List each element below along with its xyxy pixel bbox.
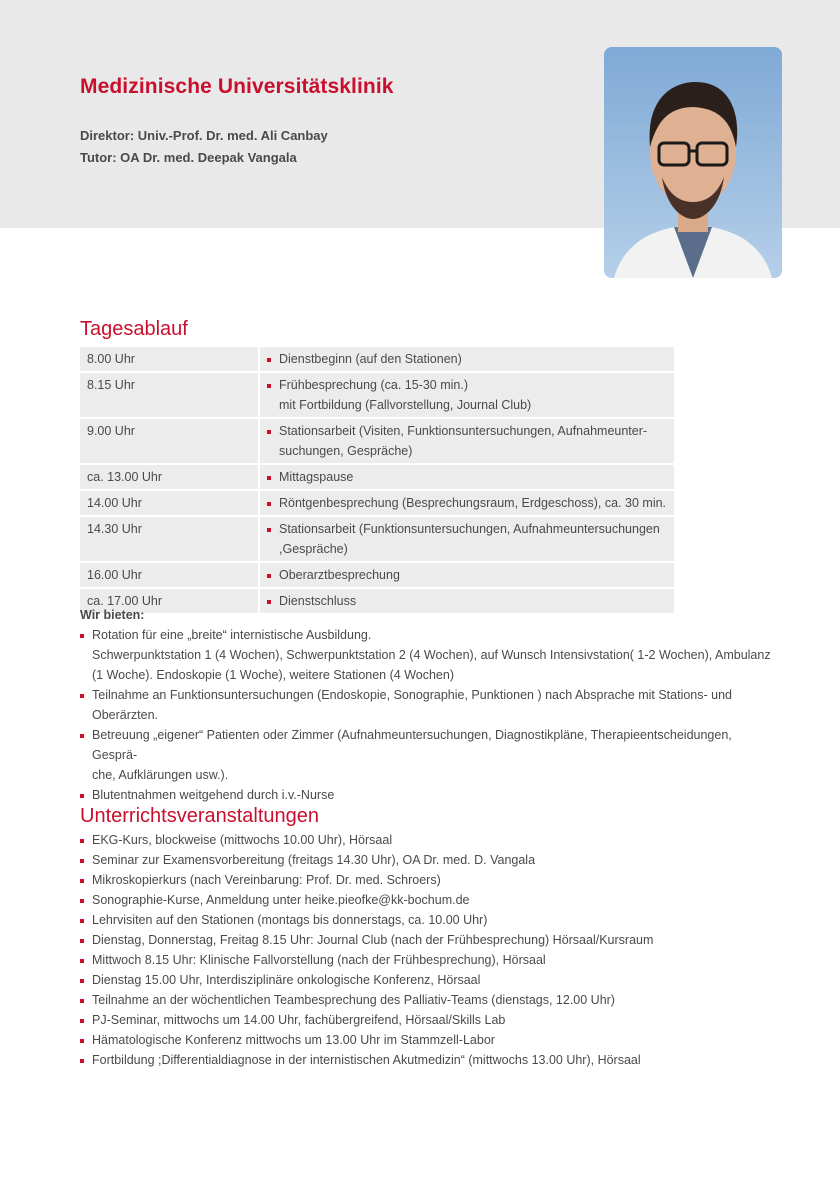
- schedule-activity: Oberarztbesprechung: [279, 568, 400, 582]
- schedule-time: 14.00 Uhr: [80, 491, 258, 515]
- bullet-square-icon: [267, 600, 271, 604]
- bullet-square-icon: [80, 899, 84, 903]
- class-item-text: Fortbildung ;Differentialdiagnose in der internistischen Akutmedizin“ (mittwochs 13.00 Uhr), Hörsaal: [92, 1053, 641, 1067]
- schedule-time: 9.00 Uhr: [80, 419, 258, 463]
- bullet-square-icon: [80, 939, 84, 943]
- schedule-activity: Frühbesprechung (ca. 15-30 min.) mit Fortbildung (Fallvorstellung, Journal Club): [279, 378, 532, 412]
- schedule-row: [80, 491, 674, 515]
- schedule-time: 14.30 Uhr: [80, 517, 258, 561]
- class-item-text: Mittwoch 8.15 Uhr: Klinische Fallvorstellung (nach der Frühbesprechung), Hörsaal: [92, 953, 546, 967]
- schedule-activity: Stationsarbeit (Funktionsuntersuchungen, Aufnahmeuntersuchungen ,Gespräche): [279, 522, 660, 556]
- class-item: [80, 1030, 780, 1050]
- bullet-square-icon: [80, 1059, 84, 1063]
- classes-list: [80, 830, 780, 1070]
- class-item: [80, 990, 780, 1010]
- class-item-text: Dienstag, Donnerstag, Freitag 8.15 Uhr: Journal Club (nach der Frühbesprechung) Hörsaal/Kursraum: [92, 933, 654, 947]
- schedule-row: [80, 373, 674, 417]
- bullet-square-icon: [80, 794, 84, 798]
- bullet-square-icon: [80, 694, 84, 698]
- class-item: [80, 1010, 780, 1030]
- bullet-square-icon: [267, 574, 271, 578]
- portrait-photo: [604, 47, 782, 278]
- schedule-activity: Dienstschluss: [279, 594, 357, 608]
- class-item-text: PJ-Seminar, mittwochs um 14.00 Uhr, fachübergreifend, Hörsaal/Skills Lab: [92, 1013, 506, 1027]
- schedule-time: 8.15 Uhr: [80, 373, 258, 417]
- bullet-square-icon: [80, 1039, 84, 1043]
- bullet-square-icon: [267, 502, 271, 506]
- bullet-square-icon: [267, 358, 271, 362]
- bullet-square-icon: [80, 1019, 84, 1023]
- offer-item: [80, 785, 780, 805]
- class-item: [80, 830, 780, 850]
- bullet-square-icon: [267, 528, 271, 532]
- bullet-square-icon: [80, 839, 84, 843]
- class-item-text: Mikroskopierkurs (nach Vereinbarung: Prof. Dr. med. Schroers): [92, 873, 441, 887]
- schedule-activity-cell: [260, 465, 674, 489]
- bullet-square-icon: [267, 430, 271, 434]
- schedule-activity: Stationsarbeit (Visiten, Funktionsuntersuchungen, Aufnahmeunter- suchungen, Gespräche): [279, 424, 648, 458]
- schedule-activity-cell: [260, 517, 674, 561]
- schedule-row: [80, 465, 674, 489]
- offer-item: [80, 725, 780, 785]
- schedule-activity-cell: [260, 373, 674, 417]
- classes-title: Unterrichtsveranstaltungen: [80, 805, 320, 827]
- class-item: [80, 950, 780, 970]
- bullet-square-icon: [267, 476, 271, 480]
- schedule-row: [80, 563, 674, 587]
- class-item-text: EKG-Kurs, blockweise (mittwochs 10.00 Uhr), Hörsaal: [92, 833, 393, 847]
- bullet-square-icon: [80, 999, 84, 1003]
- schedule-time: ca. 13.00 Uhr: [80, 465, 258, 489]
- director-line: Direktor: Univ.-Prof. Dr. med. Ali Canbay: [80, 128, 328, 143]
- tutor-line: Tutor: OA Dr. med. Deepak Vangala: [80, 150, 297, 165]
- schedule-row: [80, 517, 674, 561]
- class-item: [80, 870, 780, 890]
- class-item-text: Teilnahme an der wöchentlichen Teambesprechung des Palliativ-Teams (dienstags, 12.00 Uhr): [92, 993, 615, 1007]
- class-item: [80, 1050, 780, 1070]
- offer-item-text: Blutentnahmen weitgehend durch i.v.-Nurse: [92, 788, 335, 802]
- offer-item: [80, 625, 780, 685]
- schedule-activity: Mittagspause: [279, 470, 354, 484]
- class-item: [80, 850, 780, 870]
- class-item-text: Dienstag 15.00 Uhr, Interdisziplinäre onkologische Konferenz, Hörsaal: [92, 973, 481, 987]
- class-item: [80, 890, 780, 910]
- bullet-square-icon: [80, 859, 84, 863]
- schedule-activity: Röntgenbesprechung (Besprechungsraum, Erdgeschoss), ca. 30 min.: [279, 496, 667, 510]
- bullet-square-icon: [80, 879, 84, 883]
- offer-section: [80, 605, 780, 805]
- class-item-text: Sonographie-Kurse, Anmeldung unter heike.pieofke@kk-bochum.de: [92, 893, 470, 907]
- bullet-square-icon: [267, 384, 271, 388]
- offer-label: Wir bieten:: [80, 608, 145, 622]
- schedule-row: [80, 347, 674, 371]
- offer-list: [80, 625, 780, 805]
- schedule-time: 8.00 Uhr: [80, 347, 258, 371]
- header-meta: [80, 125, 328, 169]
- schedule-activity-cell: [260, 491, 674, 515]
- schedule-activity-cell: [260, 419, 674, 463]
- offer-item-text: Rotation für eine „breite“ internistische Ausbildung. Schwerpunktstation 1 (4 Wochen), Schwerpunktstation 2 (4 Wochen), auf Wunsch Intensivstation( 1-2 Wochen), Ambulanz (1 Woche). Endoskopie (1 Woche), weitere Stationen (4 Wochen): [92, 628, 771, 682]
- bullet-square-icon: [80, 634, 84, 638]
- offer-item-text: Betreuung „eigener“ Patienten oder Zimmer (Aufnahmeuntersuchungen, Diagnostikpläne, Therapieentscheidungen, Gesprä- che, Aufklärungen usw.).: [92, 728, 732, 782]
- page-title: Medizinische Universitätsklinik: [80, 75, 394, 98]
- schedule-activity: Dienstbeginn (auf den Stationen): [279, 352, 462, 366]
- bullet-square-icon: [80, 919, 84, 923]
- schedule-activity-cell: [260, 347, 674, 371]
- class-item: [80, 910, 780, 930]
- offer-item: [80, 685, 780, 725]
- bullet-square-icon: [80, 734, 84, 738]
- offer-item-text: Teilnahme an Funktionsuntersuchungen (Endoskopie, Sonographie, Punktionen ) nach Absprache mit Stations- und Oberärzten.: [92, 688, 732, 722]
- class-item: [80, 970, 780, 990]
- schedule-time: ca. 17.00 Uhr: [80, 589, 258, 613]
- schedule-row: [80, 419, 674, 463]
- class-item-text: Hämatologische Konferenz mittwochs um 13.00 Uhr im Stammzell-Labor: [92, 1033, 495, 1047]
- schedule-table: [80, 345, 674, 615]
- class-item: [80, 930, 780, 950]
- schedule-activity-cell: [260, 563, 674, 587]
- schedule-time: 16.00 Uhr: [80, 563, 258, 587]
- bullet-square-icon: [80, 979, 84, 983]
- class-item-text: Seminar zur Examensvorbereitung (freitags 14.30 Uhr), OA Dr. med. D. Vangala: [92, 853, 536, 867]
- bullet-square-icon: [80, 959, 84, 963]
- class-item-text: Lehrvisiten auf den Stationen (montags bis donnerstags, ca. 10.00 Uhr): [92, 913, 488, 927]
- schedule-title: Tagesablauf: [80, 318, 188, 340]
